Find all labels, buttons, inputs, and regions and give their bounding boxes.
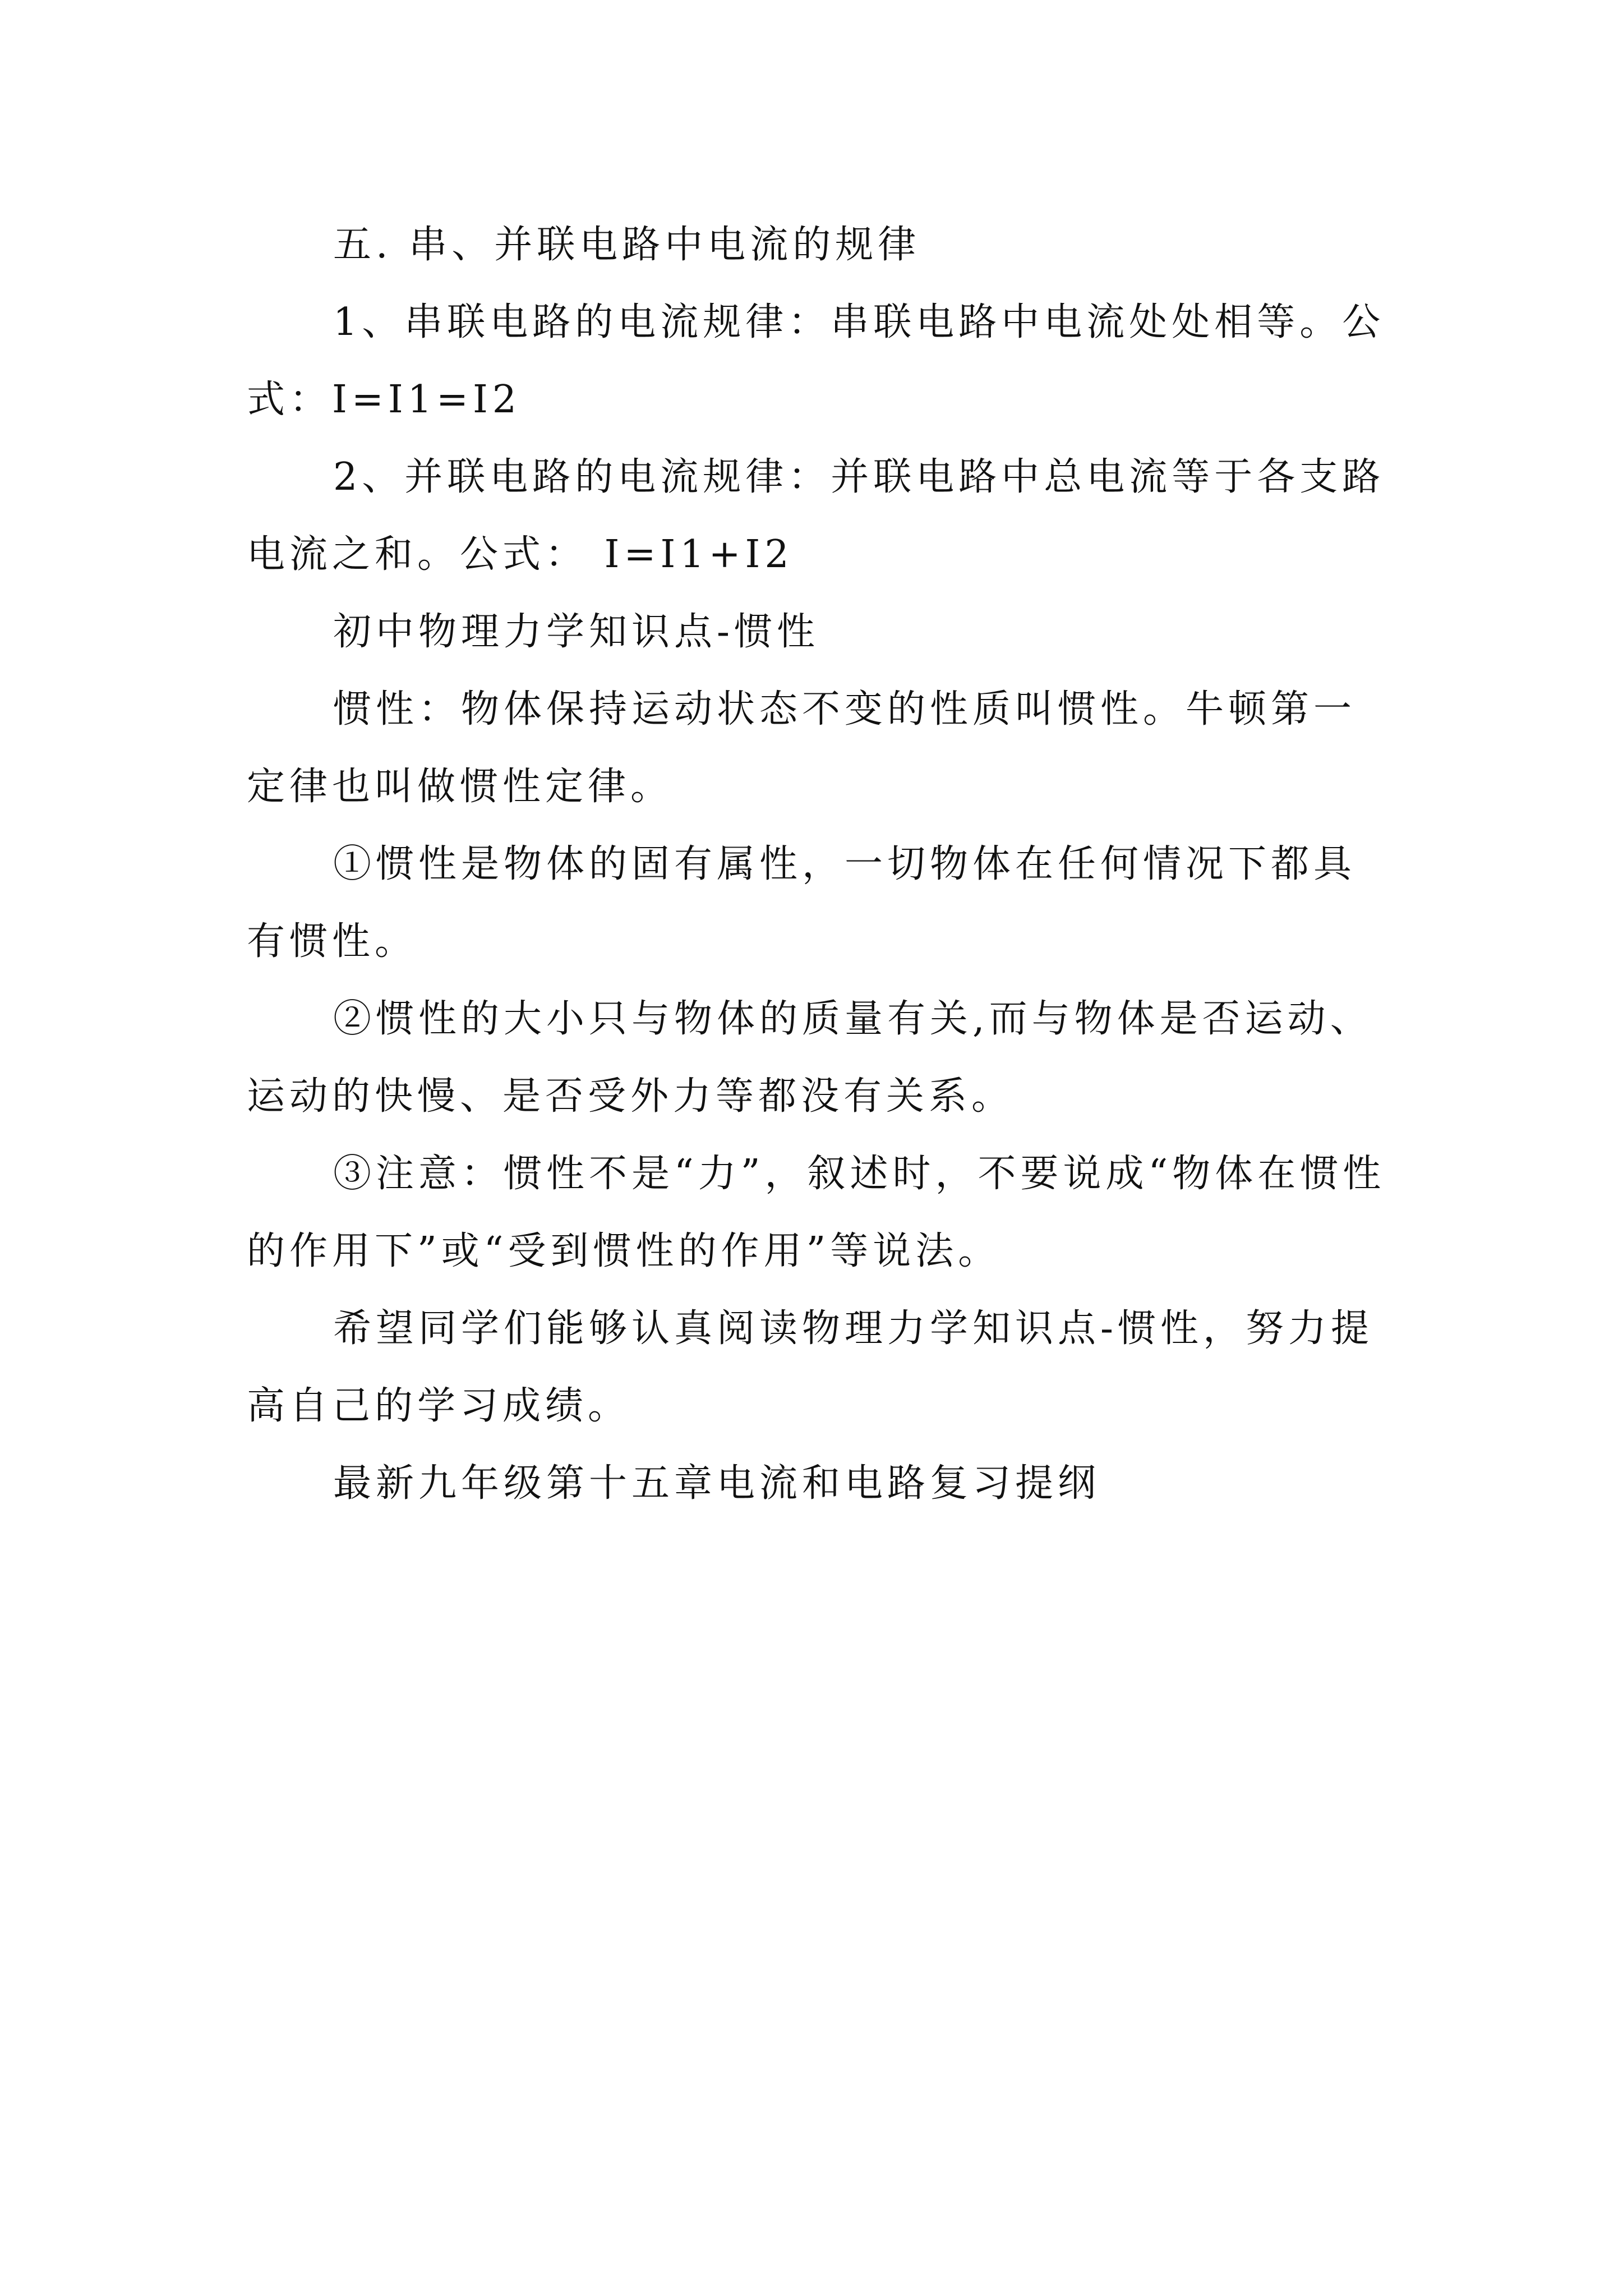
paragraph-text: 希望同学们能够认真阅读物理力学知识点-惯性，努力提高自己的学习成绩。 [247, 1306, 1373, 1428]
paragraph-inertia-point-1 [247, 826, 1391, 981]
paragraph-series-current-rule [247, 284, 1391, 439]
paragraph-closing-note [247, 1290, 1391, 1445]
paragraph-text: 初中物理力学知识点-惯性 [333, 610, 819, 654]
paragraph-text: 1、串联电路的电流规律：串联电路中电流处处相等。公式：I=I1=I2 [247, 300, 1385, 422]
section-heading-review-outline [247, 1445, 1391, 1522]
paragraph-text: ①惯性是物体的固有属性，一切物体在任何情况下都具有惯性。 [247, 842, 1357, 964]
paragraph-text: 惯性：物体保持运动状态不变的性质叫惯性。牛顿第一定律也叫做惯性定律。 [247, 687, 1357, 809]
paragraph-inertia-point-3 [247, 1135, 1391, 1290]
paragraph-text: 五. 串、并联电路中电流的规律 [333, 223, 921, 267]
paragraph-inertia-definition [247, 671, 1391, 826]
paragraph-text: 2、并联电路的电流规律：并联电路中总电流等于各支路电流之和。公式： I=I1+I2 [247, 455, 1385, 577]
paragraph-inertia-point-2 [247, 981, 1391, 1135]
paragraph-text: ③注意：惯性不是“力”，叙述时，不要说成“物体在惯性的作用下”或“受到惯性的作用”等说法。 [247, 1152, 1386, 1273]
paragraph-text: ②惯性的大小只与物体的质量有关,而与物体是否运动、运动的快慢、是否受外力等都没有关系。 [247, 997, 1373, 1119]
paragraph-parallel-current-rule [247, 439, 1391, 593]
section-heading-inertia [247, 593, 1391, 671]
paragraph-text: 最新九年级第十五章电流和电路复习提纲 [333, 1461, 1101, 1506]
section-heading-current-rules [247, 206, 1391, 284]
document-body [247, 206, 1391, 1522]
